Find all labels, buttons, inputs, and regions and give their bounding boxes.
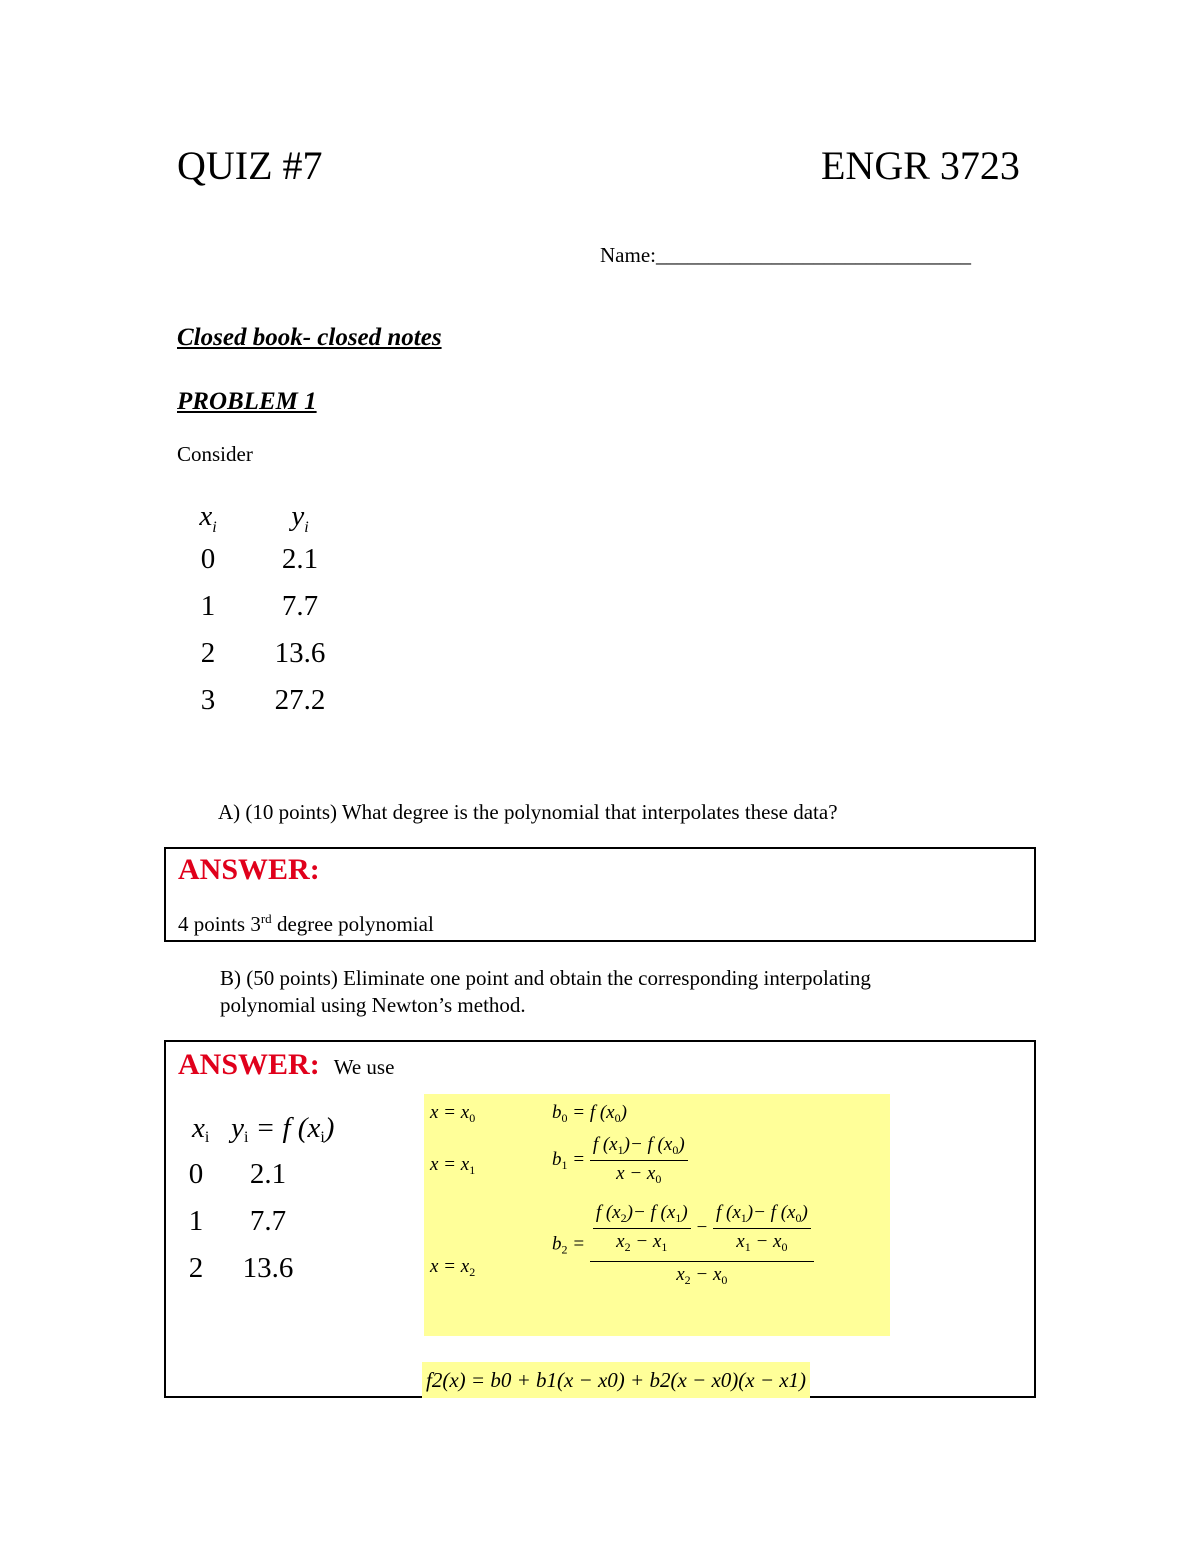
answer-a-text: 4 points 3rd degree polynomial <box>178 911 434 936</box>
final-formula: f2(x) = b0 + b1(x − x0) + b2(x − x0)(x − x1) <box>422 1362 810 1398</box>
intro-text: Consider <box>177 442 253 466</box>
notice: Closed book- closed notes <box>177 324 442 351</box>
table-cell-x: 1 <box>200 590 216 622</box>
answer-b-header <box>178 1048 394 1082</box>
problem-title: PROBLEM 1 <box>177 388 317 415</box>
table-cell-y: 13.6 <box>242 1252 294 1284</box>
table-cell-y: 7.7 <box>249 1205 287 1237</box>
table-cell-x: 2 <box>188 1252 204 1284</box>
name-field: Name:______________________________ <box>600 243 971 267</box>
quiz-title: QUIZ #7 <box>177 143 323 188</box>
course-code: ENGR 3723 <box>821 143 1020 188</box>
table-cell-x: 3 <box>200 684 216 716</box>
reduced-table-header: $x_i$ $y_i = f$ $(x_i)$ <box>192 1112 335 1146</box>
answer-b-label: ANSWER: <box>178 1048 320 1081</box>
col-header-y: $y_i$ <box>291 500 309 536</box>
question-b-line2: polynomial using Newton’s method. <box>220 993 526 1017</box>
table-cell-y: 2.1 <box>281 543 319 575</box>
answer-b-intro: We use <box>333 1055 395 1079</box>
newton-formulas <box>424 1094 890 1336</box>
table-cell-x: 2 <box>200 637 216 669</box>
answer-a-label: ANSWER: <box>178 853 320 886</box>
question-a: A) (10 points) What degree is the polynomial that interpolates these data? <box>218 800 838 824</box>
table-cell-x: 0 <box>188 1158 204 1190</box>
formula-x0: $x = x_0$ <box>430 1102 476 1125</box>
question-b-line1: B) (50 points) Eliminate one point and obtain the corresponding interpolating <box>220 966 871 990</box>
table-cell-x: 1 <box>188 1205 204 1237</box>
data-table <box>158 500 398 730</box>
col-header-x: $x_i$ <box>199 500 217 536</box>
reduced-table <box>166 1112 396 1312</box>
formula-b2: $b_2$ = $\frac{f (x_2)- f (x_1)}{x_2 - x_1}$ − $\frac{f (x_1)- f (x_0)}{x_1 - x_0}$ $x_2 - x_0$ <box>552 1202 814 1288</box>
answer-a-box <box>164 847 1036 942</box>
table-cell-y: 27.2 <box>274 684 326 716</box>
formula-b1: $b_1$ = $\frac{f (x_1)- f (x_0)}{x - x_0}$ <box>552 1134 688 1187</box>
formula-b0: $b_0 = f$ $(x_0)$ <box>552 1102 627 1125</box>
table-cell-x: 0 <box>200 543 216 575</box>
formula-x1: $x = x_1$ <box>430 1154 476 1177</box>
table-cell-y: 2.1 <box>249 1158 287 1190</box>
table-cell-y: 7.7 <box>281 590 319 622</box>
formula-x2: $x = x_2$ <box>430 1256 476 1279</box>
answer-b-box <box>164 1040 1036 1398</box>
table-cell-y: 13.6 <box>274 637 326 669</box>
